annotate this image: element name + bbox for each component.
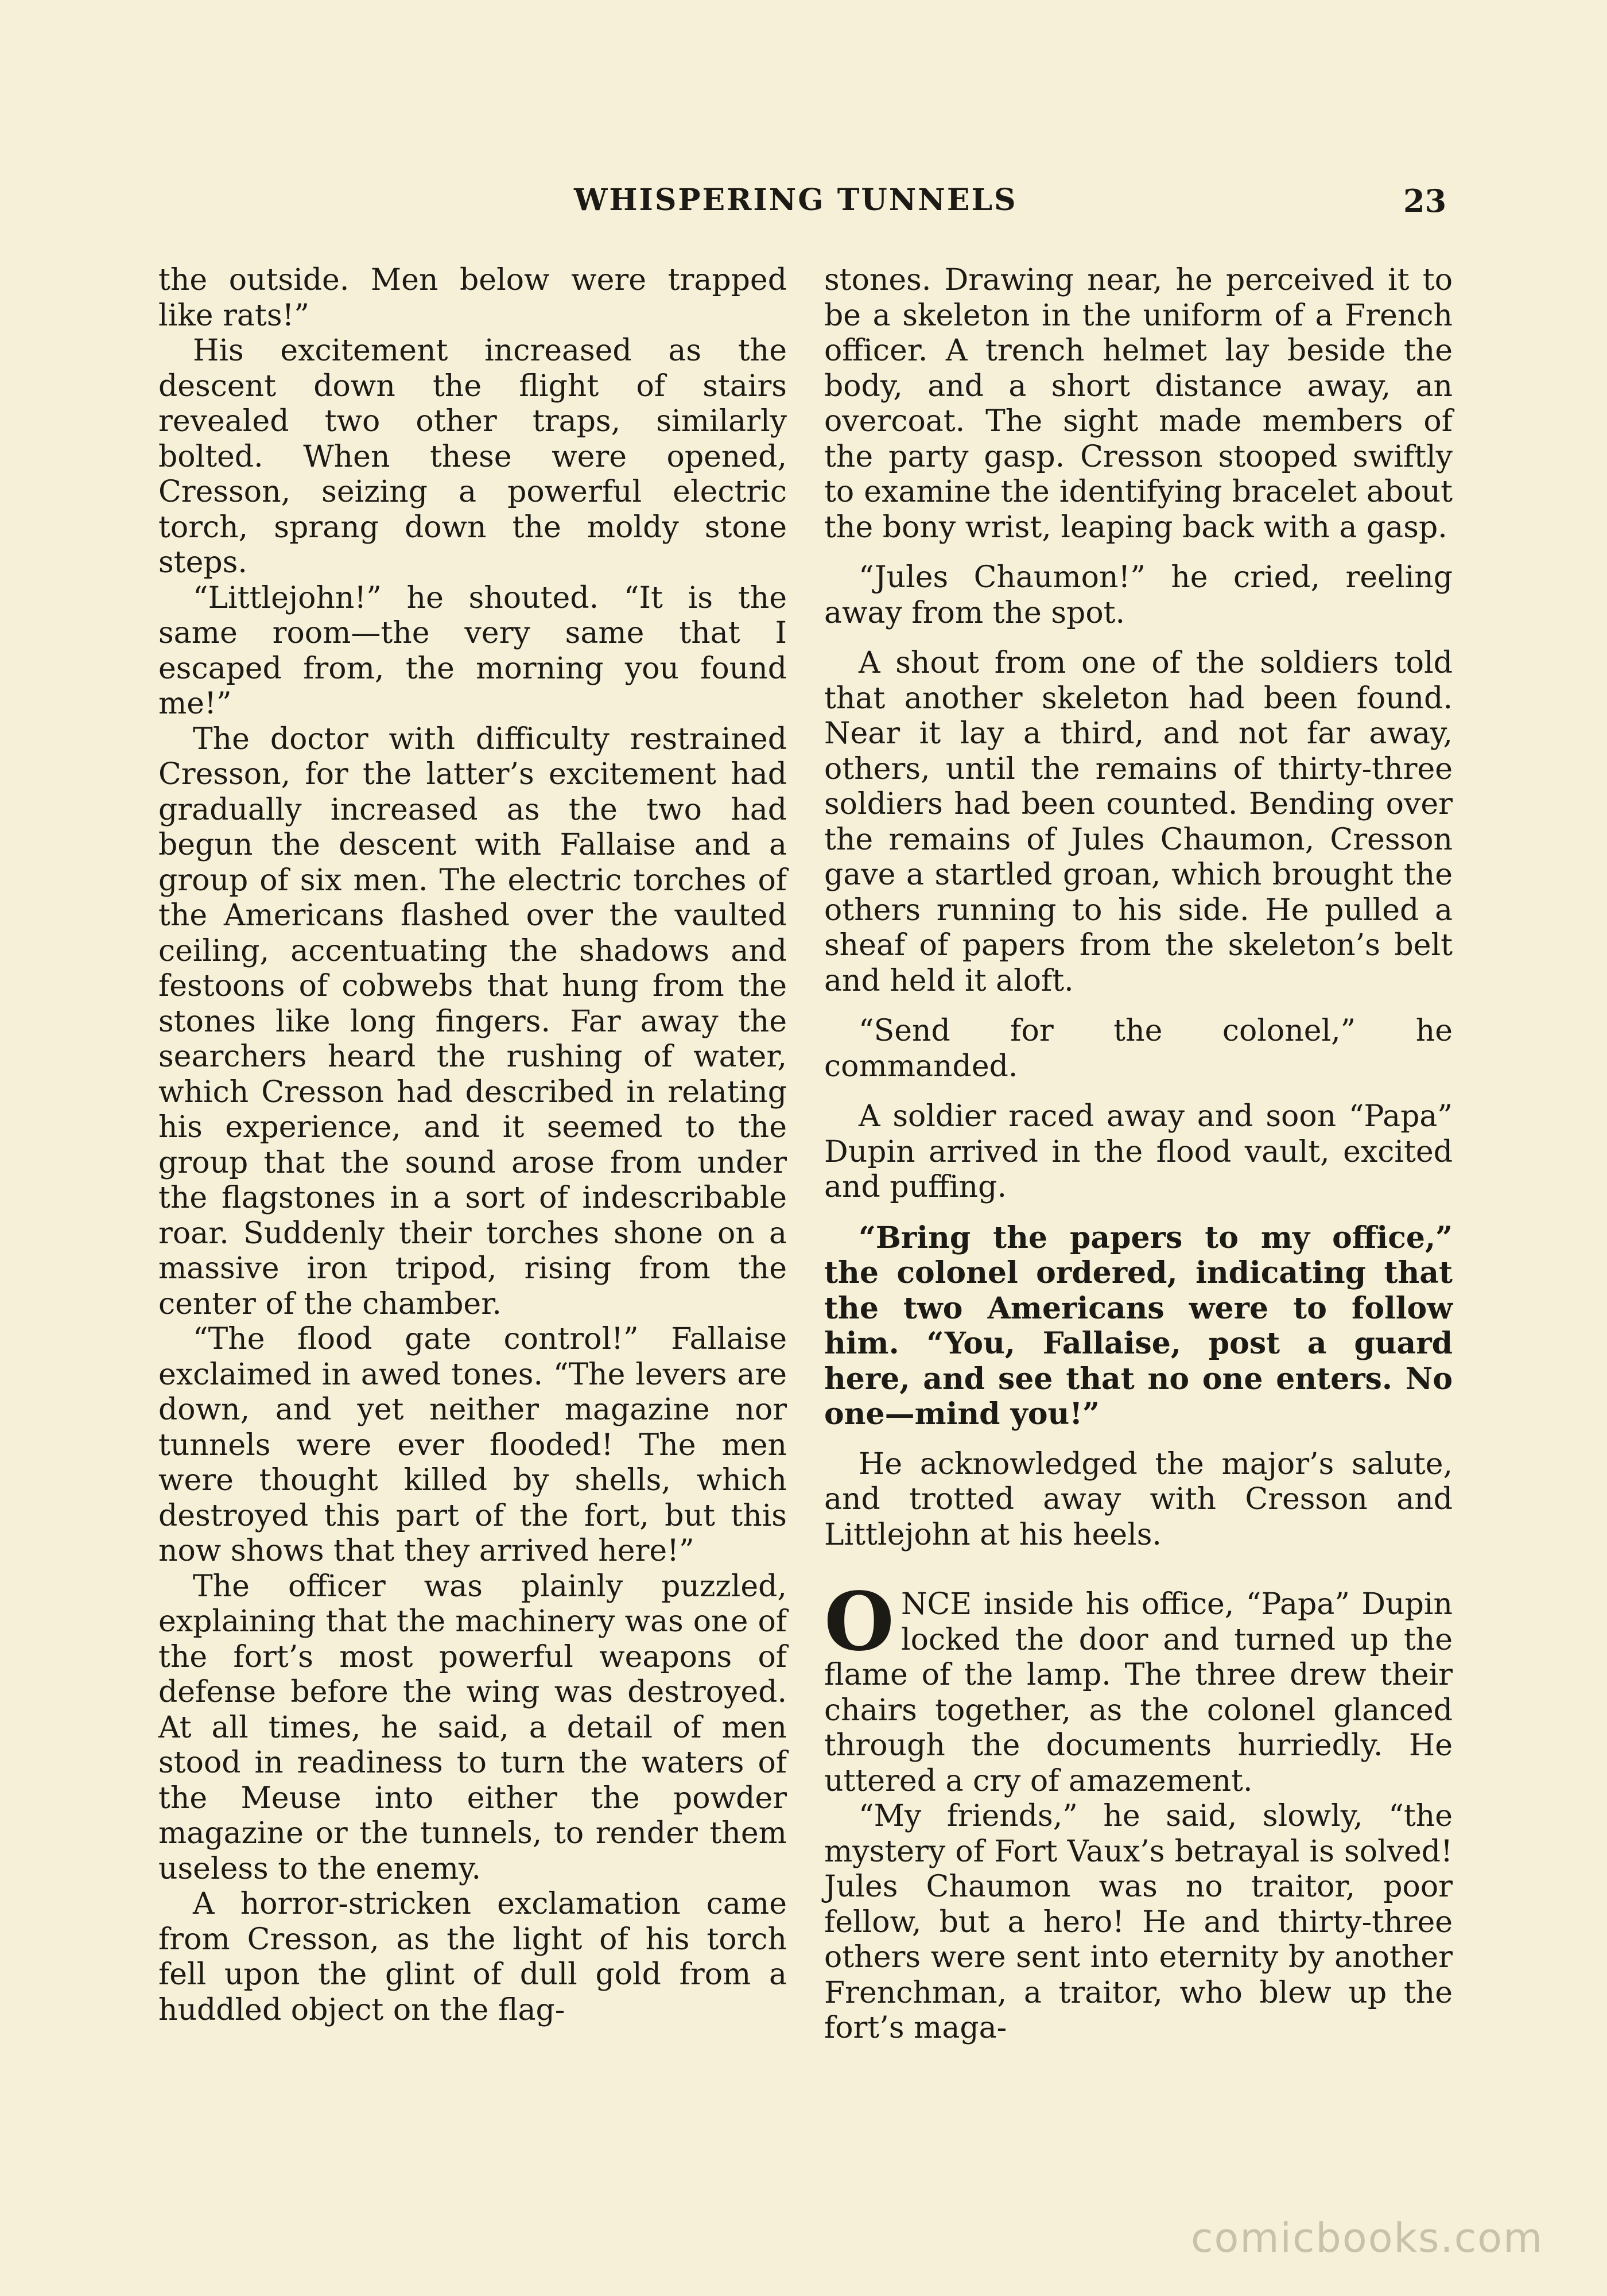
paragraph: “The flood gate control!” Fallaise exclaimed in awed tones. “The levers are down, and yet neither magazine nor tunnels were ever flooded! The men were thought killed by shells, which destroyed this part of the fort, but this now shows that they arrived here!” (158, 1322, 787, 1568)
section-break (824, 1553, 1453, 1587)
paragraph: “My friends,” he said, slowly, “the mystery of Fort Vaux’s betrayal is solved! Jules Chaumon was no traitor, poor fellow, but a hero! He and thirty-three others were sent into eternity by another Frenchman, a traitor, who blew up the fort’s maga- (824, 1799, 1453, 2045)
section-opening-text: NCE inside his office, “Papa” Dupin locked the door and turned up the flame of the lamp. The three drew their chairs together, as the colonel glanced through the documents hurriedly. He uttered a cry of amazement. (824, 1587, 1453, 1798)
drop-cap: O (824, 1575, 894, 1669)
running-title: WHISPERING TUNNELS (574, 183, 1018, 218)
page-number: 23 (1403, 183, 1447, 219)
paragraph: the outside. Men below were trapped like rats!” (158, 263, 787, 333)
paragraph: “Bring the papers to my office,” the colonel ordered, indicating that the two Americans were to follow him. “You, Fallaise, post a guard here, and see that no one enters. No one—mind you!” (824, 1220, 1453, 1432)
paragraph: “Jules Chaumon!” he cried, reeling away from the spot. (824, 560, 1453, 630)
paragraph: The doctor with difficulty restrained Cresson, for the latter’s excitement had gradually increased as the two had begun the descent with Fallaise and a group of six men. The electric torches of the Americans flashed over the vaulted ceiling, accentuating the shadows and festoons of cobwebs that hung from the stones like long fingers. Far away the searchers heard the rushing of water, which Cresson had described in relating his experience, and it seemed to the group that the sound arose from under the flagstones in a sort of indescribable roar. Suddenly their torches shone on a massive iron tripod, rising from the center of the chamber. (158, 722, 787, 1321)
paragraph: His excitement increased as the descent down the flight of stairs revealed two other traps, similarly bolted. When these were opened, Cresson, seizing a powerful electric torch, sprang down the moldy stone steps. (158, 333, 787, 580)
section-opening-paragraph (824, 1575, 1453, 1799)
paragraph: A horror-stricken exclamation came from Cresson, as the light of his torch fell upon the glint of dull gold from a huddled object on the flag- (158, 1887, 787, 2027)
paragraph: stones. Drawing near, he perceived it to be a skeleton in the uniform of a French officer. A trench helmet lay beside the body, and a short distance away, an overcoat. The sight made members of the party gasp. Cresson stooped swiftly to examine the identifying bracelet about the bony wrist, leaping back with a gasp. (824, 263, 1453, 545)
paragraph: He acknowledged the major’s salute, and trotted away with Cresson and Littlejohn at his heels. (824, 1446, 1453, 1552)
watermark-text: comicbooks.com (1191, 2214, 1544, 2262)
paragraph: A shout from one of the soldiers told that another skeleton had been found. Near it lay a third, and not far away, others, until the remains of thirty-three soldiers had been counted. Bending over the remains of Jules Chaumon, Cresson gave a startled groan, which brought the others running to his side. He pulled a sheaf of papers from the skeleton’s belt and held it aloft. (824, 646, 1453, 998)
paragraph: “Littlejohn!” he shouted. “It is the same room—the very same that I escaped from, the morning you found me!” (158, 580, 787, 721)
paragraph: “Send for the colonel,” he commanded. (824, 1014, 1453, 1084)
left-column (158, 263, 787, 2028)
right-column (824, 263, 1453, 2046)
paragraph: A soldier raced away and soon “Papa” Dupin arrived in the flood vault, excited and puffing. (824, 1099, 1453, 1204)
paragraph: The officer was plainly puzzled, explaining that the machinery was one of the fort’s most powerful weapons of defense before the wing was destroyed. At all times, he said, a detail of men stood in readiness to turn the waters of the Meuse into either the powder magazine or the tunnels, to render them useless to the enemy. (158, 1569, 787, 1886)
